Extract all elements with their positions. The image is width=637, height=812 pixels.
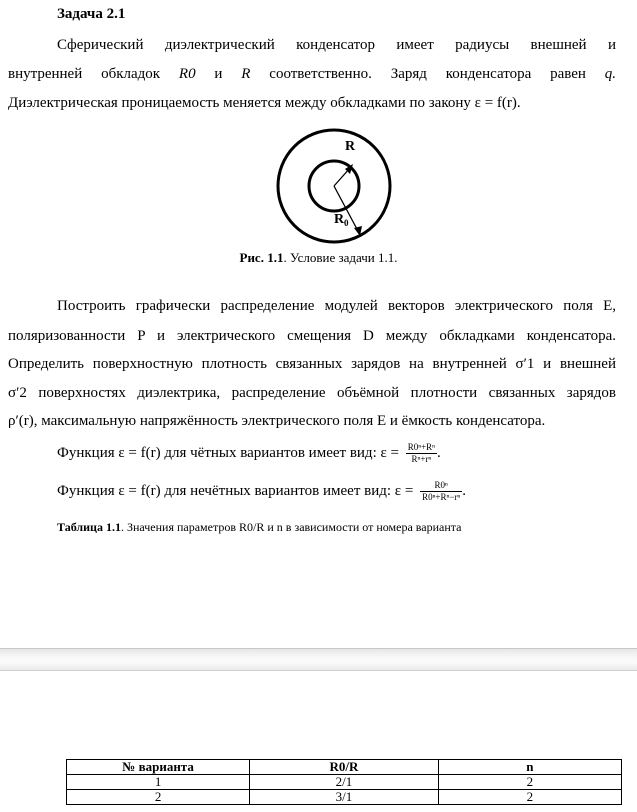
capacitor-figure [270,128,400,246]
table-caption-text: . Значения параметров R0/R и n в зависимости от номера варианта [120,520,462,534]
formula-odd [57,480,466,503]
task-line-5 [8,407,616,437]
table-row [67,775,622,790]
header-ratio: R0/R [250,760,439,775]
formula-odd-text: Функция ε = f(r) для нечётных вариантов имеет вид: ε = [57,482,414,499]
formula-even-fraction [406,442,437,465]
intro-text-2b: и [195,66,242,82]
task-text-2: поляризованности P и электрического смещения D между обкладками конденсатора. [8,328,616,344]
task-line-4 [8,379,616,409]
intro-line-2 [8,60,616,90]
task-text-3: Определить поверхностную плотность связанных зарядов на внутренней σ′1 и внешней [8,356,616,372]
header-n: n [438,760,621,775]
table-cell: 2 [438,775,621,790]
label-r: R [345,139,356,154]
task-line-2 [8,322,616,352]
task-line-3 [8,350,616,380]
formula-odd-fraction [420,480,462,503]
page-break [0,648,637,671]
intro-line-1 [8,31,616,61]
task-text-1: Построить графически распределение модулей векторов электрического поля E, [57,298,616,314]
intro-q: q. [604,66,616,82]
formula-odd-den: R0ⁿ+Rⁿ−rⁿ [422,492,461,502]
table-caption-bold: Таблица 1.1 [57,520,121,534]
intro-text-2a: внутренней обкладок [8,66,179,82]
intro-text-2c: соответственно. Заряд конденсатора равен [250,66,605,82]
task-title: Задача 2.1 [57,6,126,22]
parameters-table [66,759,622,805]
task-line-1 [8,292,616,322]
intro-line-3 [8,89,616,119]
figure-caption-text: . Условие задачи 1.1. [283,250,398,265]
table-header-row [67,760,622,775]
formula-even-end: . [437,444,441,461]
table-cell: 1 [67,775,250,790]
formula-odd-end: . [462,482,466,499]
figure-caption-bold: Рис. 1.1 [239,250,284,265]
table-cell: 3/1 [250,790,439,805]
table-row [67,790,622,805]
label-r0: R [334,212,345,227]
figure-caption [0,250,637,266]
formula-even [57,442,441,465]
header-variant: № варианта [67,760,250,775]
task-text-4: σ′2 поверхностях диэлектрика, распределение объёмной плотности связанных зарядов [8,385,616,401]
formula-even-num: R0ⁿ+Rⁿ [407,442,436,452]
table-caption [57,520,462,535]
table-cell: 2/1 [250,775,439,790]
intro-text-1: Сферический диэлектрический конденсатор имеет радиусы внешней и [57,37,616,53]
table-cell: 2 [438,790,621,805]
formula-odd-num: R0ⁿ [420,480,462,492]
table-cell: 2 [67,790,250,805]
intro-text-3: Диэлектрическая проницаемость меняется между обкладками по закону ε = f(r). [8,95,521,111]
formula-even-den: Rⁿ+rⁿ [411,454,432,464]
label-r0-sub: 0 [344,218,349,228]
task-text-5: ρ′(r), максимальную напряжённость электрического поля E и ёмкость конденсатора. [8,413,546,429]
formula-even-text: Функция ε = f(r) для чётных вариантов имеет вид: ε = [57,444,399,461]
intro-r0: R0 [178,66,196,82]
intro-r: R [241,66,251,82]
